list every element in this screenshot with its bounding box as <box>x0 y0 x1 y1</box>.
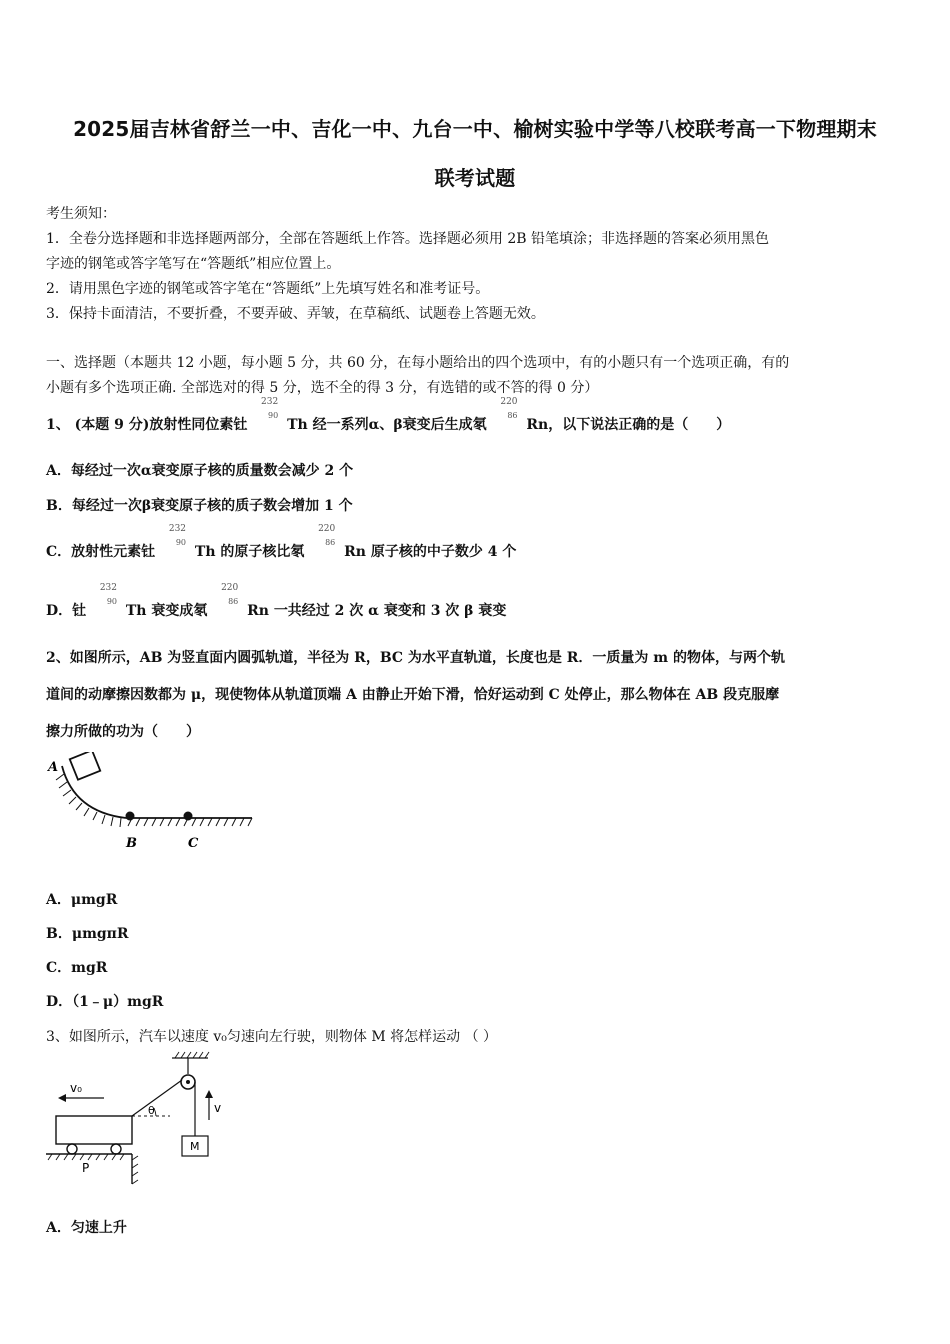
label-m: M <box>190 1140 200 1153</box>
label-v0: v₀ <box>70 1081 82 1095</box>
label-v: v <box>214 1101 222 1115</box>
exam-title-line2: 联考试题 <box>434 166 516 190</box>
q2-stem-line2: 道间的动摩擦因数都为 μ，现使物体从轨道顶端 A 由静止开始下滑，恰好运动到 C 处停止，那么物体在 AB 段克服摩 <box>46 687 780 703</box>
sliding-block <box>70 752 100 780</box>
th-atomic-number: 90 <box>175 538 187 547</box>
q3-stem: 3、如图所示，汽车以速度 v₀匀速向左行驶，则物体 M 将怎样运动 （ ） <box>46 1029 498 1045</box>
q1-stem-part-b: Th 经一系列α、β衰变后生成氡 <box>287 417 487 433</box>
q1-option-c-part-b: Th 的原子核比氡 <box>194 544 305 560</box>
pulley-axle <box>186 1080 190 1084</box>
th-atomic-number: 90 <box>106 597 118 606</box>
rn-atomic-number: 86 <box>228 597 239 606</box>
section-intro-2: 小题有多个选项正确. 全部选对的得 5 分，选不全的得 3 分，有选错的或不答的得 0 分） <box>46 380 599 396</box>
notice-heading: 考生须知： <box>46 206 116 222</box>
section-intro-1: 一、选择题（本题共 12 小题，每小题 5 分，共 60 分，在每小题给出的四个选项中，有的小题只有一个选项正确，有的 <box>46 355 790 371</box>
car-front-wheel <box>111 1144 121 1154</box>
q1-option-b: B．每经过一次β衰变原子核的质子数会增加 1 个 <box>46 498 353 514</box>
q2-stem-line1: 2、如图所示，AB 为竖直面内圆弧轨道，半径为 R，BC 为水平直轨道，长度也是 R．一质量为 m 的物体，与两个轨 <box>46 650 785 666</box>
point-c-marker <box>184 812 193 821</box>
rn-atomic-number: 86 <box>325 538 336 547</box>
q1-option-c <box>46 524 517 561</box>
th-mass-number: 232 <box>99 583 118 593</box>
rn-mass-number: 220 <box>318 524 336 534</box>
q3-car-pulley-figure <box>44 1050 224 1188</box>
q1-stem <box>46 397 731 434</box>
q1-option-c-part-a: C．放射性元素钍 <box>46 544 156 560</box>
exam-title-line1: 2025届吉林省舒兰一中、吉化一中、九台一中、榆树实验中学等八校联考高一下物理期末 <box>73 117 877 141</box>
q2-option-b: B．μmgπR <box>46 926 129 942</box>
notice-item-3: 3．保持卡面清洁，不要折叠，不要弄破、弄皱，在草稿纸、试题卷上答题无效。 <box>46 306 545 322</box>
road-hatching <box>48 1154 138 1184</box>
q1-option-d-part-c: Rn 一共经过 2 次 α 衰变和 3 次 β 衰变 <box>247 603 507 619</box>
rope-to-car <box>132 1080 182 1116</box>
rn-mass-number: 220 <box>500 397 518 407</box>
q2-track-figure <box>44 752 256 852</box>
q1-option-d <box>46 583 507 620</box>
q1-option-a: A．每经过一次α衰变原子核的质量数会减少 2 个 <box>46 463 354 479</box>
velocity-arrow-head <box>205 1090 213 1098</box>
rn-atomic-number: 86 <box>507 411 518 420</box>
th-mass-number: 232 <box>261 397 279 407</box>
q1-option-d-part-b: Th 衰变成氡 <box>125 603 208 619</box>
q2-option-d: D．（1﹣μ）mgR <box>46 994 164 1010</box>
label-b: B <box>126 836 137 851</box>
q1-option-d-part-a: D．钍 <box>46 603 87 619</box>
arc-hatching <box>56 774 121 827</box>
point-b-marker <box>126 812 135 821</box>
notice-item-2: 2．请用黑色字迹的钢笔或答字笔在“答题纸”上先填写姓名和准考证号。 <box>46 281 490 297</box>
radon-nuclide <box>492 397 522 429</box>
radon-nuclide <box>212 583 242 615</box>
th-atomic-number: 90 <box>268 411 279 420</box>
q2-option-c: C．mgR <box>46 960 108 976</box>
label-c: C <box>188 836 199 851</box>
label-p: P <box>82 1161 90 1175</box>
q2-option-a: A．μmgR <box>46 892 118 908</box>
notice-item-1b: 字迹的钢笔或答字笔写在“答题纸”相应位置上。 <box>46 256 341 272</box>
car-rear-wheel <box>67 1144 77 1154</box>
v0-arrow-head <box>58 1094 66 1102</box>
ceiling-hatching <box>175 1052 209 1058</box>
q1-stem-part-a: 1、 (本题 9 分)放射性同位素钍 <box>46 417 248 433</box>
label-a: A <box>48 760 59 775</box>
rn-mass-number: 220 <box>221 583 239 593</box>
q3-option-a: A．匀速上升 <box>46 1220 127 1236</box>
thorium-nuclide <box>252 397 282 429</box>
label-theta: θ <box>148 1104 155 1117</box>
q1-option-c-part-c: Rn 原子核的中子数少 4 个 <box>344 544 517 560</box>
notice-item-1a: 1．全卷分选择题和非选择题两部分，全部在答题纸上作答。选择题必须用 2B 铅笔填涂；非选择题的答案必须用黑色 <box>46 231 769 247</box>
th-mass-number: 232 <box>168 524 187 534</box>
car-body <box>56 1116 132 1144</box>
thorium-nuclide <box>91 583 121 615</box>
q1-stem-part-c: Rn，以下说法正确的是（ ） <box>526 417 731 433</box>
radon-nuclide <box>309 524 339 556</box>
q2-stem-line3: 擦力所做的功为（ ） <box>46 724 200 740</box>
thorium-nuclide <box>160 524 190 556</box>
